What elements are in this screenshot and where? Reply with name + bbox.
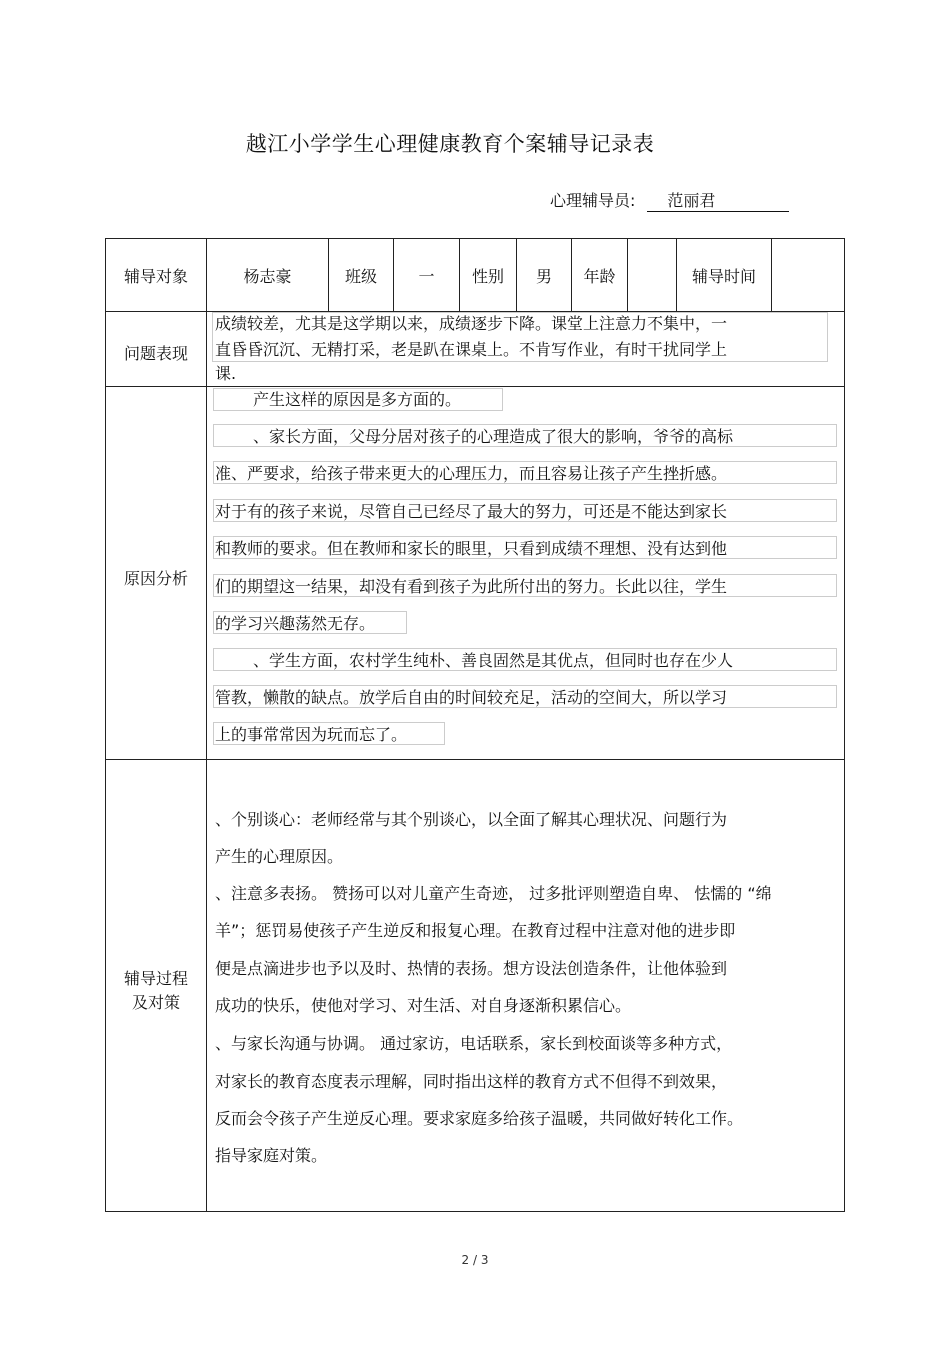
process-line: 便是点滴进步也予以及时、热情的表扬。想方设法创造条件，让他体验到 xyxy=(215,959,728,978)
cause-line: 对于有的孩子来说，尽管自己已经尽了最大的努力，可还是不能达到家长 xyxy=(215,502,728,521)
problem-line: 成绩较差，尤其是这学期以来，成绩逐步下降。课堂上注意力不集中，一 xyxy=(215,314,728,333)
process-label-line2: 及对策 xyxy=(131,993,180,1012)
cause-line: 准、严要求，给孩子带来更大的心理压力，而且容易让孩子产生挫折感。 xyxy=(215,464,728,483)
column-divider xyxy=(206,238,207,1212)
time-label: 辅导时间 xyxy=(691,267,756,286)
problem-line: 课. xyxy=(215,364,237,383)
counselor-label: 心理辅导员: xyxy=(550,191,636,210)
gender-value: 男 xyxy=(535,267,552,286)
problem-label: 问题表现 xyxy=(123,344,188,363)
cause-line: 管教，懒散的缺点。放学后自由的时间较充足，活动的空间大，所以学习 xyxy=(215,688,728,707)
process-line: 、个别谈心：老师经常与其个别谈心，以全面了解其心理状况、问题行为 xyxy=(215,810,728,829)
process-line: 、注意多表扬。 赞扬可以对儿童产生奇迹， 过多批评则塑造自卑、 怯懦的 “绵 xyxy=(215,884,772,903)
cause-label: 原因分析 xyxy=(123,569,188,588)
column-divider xyxy=(627,238,628,311)
process-line: 产生的心理原因。 xyxy=(215,847,344,866)
cause-line: 的学习兴趣荡然无存。 xyxy=(215,614,376,633)
cause-line: 上的事常常因为玩而忘了。 xyxy=(215,725,408,744)
target-label: 辅导对象 xyxy=(123,267,188,286)
process-label-line1: 辅导过程 xyxy=(123,969,188,988)
cause-line: 们的期望这一结果，却没有看到孩子为此所付出的努力。长此以往，学生 xyxy=(215,577,728,596)
class-value: 一 xyxy=(418,267,435,286)
cause-line: 产生这样的原因是多方面的。 xyxy=(253,390,462,409)
process-line: 反而会令孩子产生逆反心理。要求家庭多给孩子温暖，共同做好转化工作。 xyxy=(215,1109,744,1128)
cause-line: 和教师的要求。但在教师和家长的眼里，只看到成绩不理想、没有达到他 xyxy=(215,539,728,558)
process-line: 指导家庭对策。 xyxy=(215,1146,328,1165)
counselor-field xyxy=(550,188,789,212)
process-line: 成功的快乐，使他对学习、对生活、对自身逐渐积累信心。 xyxy=(215,996,632,1015)
target-value: 杨志豪 xyxy=(243,267,292,286)
cause-line: 、家长方面，父母分居对孩子的心理造成了很大的影响，爷爷的高标 xyxy=(253,427,734,446)
counselor-name: 范丽君 xyxy=(647,188,789,212)
process-line: 羊”；惩罚易使孩子产生逆反和报复心理。在教育过程中注意对他的进步即 xyxy=(215,921,736,940)
row-divider xyxy=(105,386,845,387)
row-divider xyxy=(105,759,845,760)
problem-line: 直昏昏沉沉、无精打采，老是趴在课桌上。不肯写作业，有时干扰同学上 xyxy=(215,340,728,359)
document-title: 越江小学学生心理健康教育个案辅导记录表 xyxy=(245,132,655,156)
cause-line: 、学生方面，农村学生纯朴、善良固然是其优点，但同时也存在少人 xyxy=(253,651,734,670)
class-label: 班级 xyxy=(344,267,377,286)
process-line: 、与家长沟通与协调。 通过家访，电话联系，家长到校面谈等多种方式， xyxy=(215,1034,733,1053)
column-divider xyxy=(771,238,772,311)
age-label: 年龄 xyxy=(583,267,616,286)
process-line: 对家长的教育态度表示理解，同时指出这样的教育方式不但得不到效果， xyxy=(215,1072,728,1091)
gender-label: 性别 xyxy=(471,267,504,286)
page-number: 2 / 3 xyxy=(461,1253,489,1267)
